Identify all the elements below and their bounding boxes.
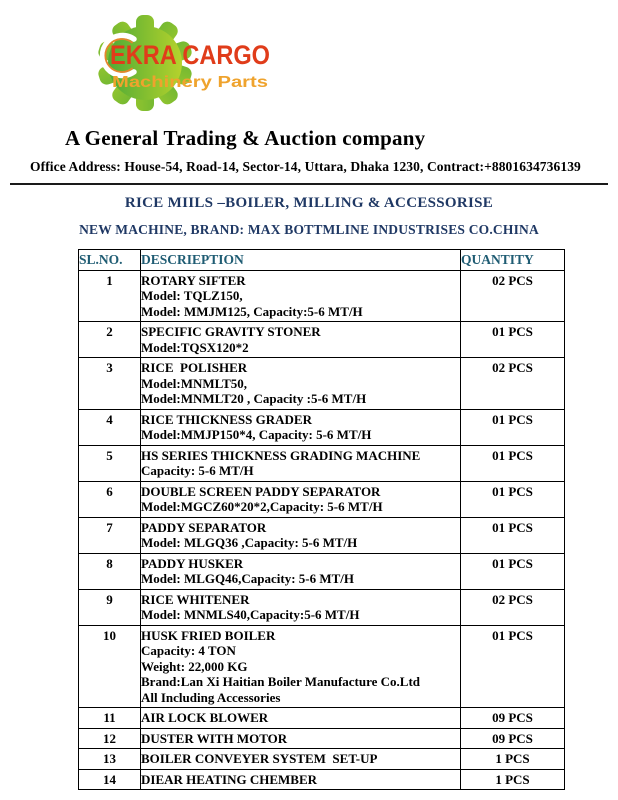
- table-row: [79, 445, 565, 481]
- quantity-cell: 01 PCS: [461, 409, 565, 445]
- description-line: RICE THICKNESS GRADER: [141, 411, 312, 427]
- sl-cell: 4: [79, 409, 141, 445]
- quantity-cell: 02 PCS: [461, 270, 565, 322]
- description-line: HUSK FRIED BOILER: [141, 627, 276, 643]
- col-header-description: DESCRIEPTION: [141, 250, 461, 271]
- company-logo: [82, 6, 342, 112]
- sl-cell: 6: [79, 481, 141, 517]
- description-cell: [141, 708, 461, 729]
- table-row: [79, 708, 565, 729]
- description-cell: [141, 625, 461, 708]
- description-line: SPECIFIC GRAVITY STONER: [141, 324, 321, 339]
- description-cell: [141, 270, 461, 322]
- company-type-heading: A General Trading & Auction company: [65, 126, 426, 150]
- description-cell: [141, 517, 461, 553]
- sl-cell: 12: [79, 728, 141, 749]
- quantity-cell: 01 PCS: [461, 445, 565, 481]
- description-line: RICE WHITENER: [141, 591, 250, 607]
- section-title-primary: RICE MIILS –BOILER, MILLING & ACCESSORISE: [124, 195, 494, 211]
- description-line: Model:MNMLT20 , Capacity :5-6 MT/H: [141, 391, 367, 406]
- sl-cell: 2: [79, 322, 141, 358]
- office-address-text: Office Address: House-54, Road-14, Sector-14, Uttara, Dhaka 1230, Contract:+8801634736139: [30, 159, 581, 174]
- quantity-cell: 09 PCS: [461, 708, 565, 729]
- quantity-cell: 02 PCS: [461, 358, 565, 410]
- table-row: [79, 270, 565, 322]
- quantity-cell: 01 PCS: [461, 517, 565, 553]
- table-row: [79, 409, 565, 445]
- quantity-cell: 01 PCS: [461, 322, 565, 358]
- table-row: [79, 728, 565, 749]
- description-line: Capacity: 5-6 MT/H: [141, 463, 254, 478]
- quantity-cell: 1 PCS: [461, 769, 565, 790]
- sl-cell: 9: [79, 589, 141, 625]
- col-header-quantity: QUANTITY: [461, 250, 565, 271]
- sl-cell: 14: [79, 769, 141, 790]
- description-line: PADDY SEPARATOR: [141, 519, 267, 535]
- description-line: PADDY HUSKER: [141, 555, 244, 571]
- description-line: Model: TQLZ150,: [141, 288, 243, 303]
- table-row: [79, 358, 565, 410]
- description-cell: [141, 322, 461, 358]
- address-bar: [10, 158, 608, 185]
- sl-cell: 5: [79, 445, 141, 481]
- col-header-slno: SL.NO.: [79, 250, 141, 271]
- description-cell: [141, 553, 461, 589]
- description-cell: [141, 589, 461, 625]
- table-row: [79, 625, 565, 708]
- description-cell: [141, 358, 461, 410]
- section-title-secondary: NEW MACHINE, BRAND: MAX BOTTMLINE INDUSTRISES CO.CHINA: [79, 222, 539, 237]
- description-line: Brand:Lan Xi Haitian Boiler Manufacture Co.Ltd: [141, 674, 421, 689]
- tagline-text: Machinery Parts: [112, 74, 269, 91]
- sl-cell: 11: [79, 708, 141, 729]
- table-header-row: [79, 250, 565, 271]
- description-line: Model:MMJP150*4, Capacity: 5-6 MT/H: [141, 427, 372, 442]
- description-line: All Including Accessories: [141, 689, 281, 705]
- description-cell: [141, 409, 461, 445]
- description-line: Model: MLGQ46,Capacity: 5-6 MT/H: [141, 571, 355, 586]
- table-row: [79, 517, 565, 553]
- description-cell: [141, 728, 461, 749]
- description-line: DUSTER WITH MOTOR: [141, 730, 288, 746]
- table-row: [79, 481, 565, 517]
- quantity-cell: 09 PCS: [461, 728, 565, 749]
- description-line: DIEAR HEATING CHEMBER: [141, 771, 318, 787]
- description-line: Model:MNMLT50,: [141, 375, 248, 391]
- sl-cell: 8: [79, 553, 141, 589]
- description-cell: [141, 445, 461, 481]
- description-line: Capacity: 4 TON: [141, 643, 236, 658]
- description-line: Weight: 22,000 KG: [141, 658, 248, 674]
- product-table-body: [79, 270, 565, 790]
- table-row: [79, 769, 565, 790]
- brand-text: EKRA CARGO: [110, 40, 270, 70]
- description-line: Model:TQSX120*2: [141, 339, 249, 355]
- description-line: AIR LOCK BLOWER: [141, 710, 269, 725]
- product-table: [78, 249, 565, 790]
- quantity-cell: 01 PCS: [461, 553, 565, 589]
- description-cell: [141, 769, 461, 790]
- quantity-cell: 1 PCS: [461, 749, 565, 770]
- description-line: ROTARY SIFTER: [141, 272, 246, 288]
- sl-cell: 10: [79, 625, 141, 708]
- quantity-cell: 02 PCS: [461, 589, 565, 625]
- quantity-cell: 01 PCS: [461, 625, 565, 708]
- table-row: [79, 322, 565, 358]
- sl-cell: 1: [79, 270, 141, 322]
- description-line: HS SERIES THICKNESS GRADING MACHINE: [141, 447, 421, 463]
- quantity-cell: 01 PCS: [461, 481, 565, 517]
- description-line: DOUBLE SCREEN PADDY SEPARATOR: [141, 483, 381, 499]
- table-row: [79, 553, 565, 589]
- table-row: [79, 589, 565, 625]
- description-line: Model:MGCZ60*20*2,Capacity: 5-6 MT/H: [141, 499, 383, 514]
- description-line: RICE POLISHER: [141, 360, 248, 375]
- description-cell: [141, 749, 461, 770]
- sl-cell: 13: [79, 749, 141, 770]
- sl-cell: 3: [79, 358, 141, 410]
- table-row: [79, 749, 565, 770]
- description-line: Model: MNMLS40,Capacity:5-6 MT/H: [141, 607, 360, 622]
- sl-cell: 7: [79, 517, 141, 553]
- description-cell: [141, 481, 461, 517]
- description-line: BOILER CONVEYER SYSTEM SET-UP: [141, 751, 378, 766]
- description-line: Model: MLGQ36 ,Capacity: 5-6 MT/H: [141, 535, 358, 550]
- description-line: Model: MMJM125, Capacity:5-6 MT/H: [141, 303, 363, 319]
